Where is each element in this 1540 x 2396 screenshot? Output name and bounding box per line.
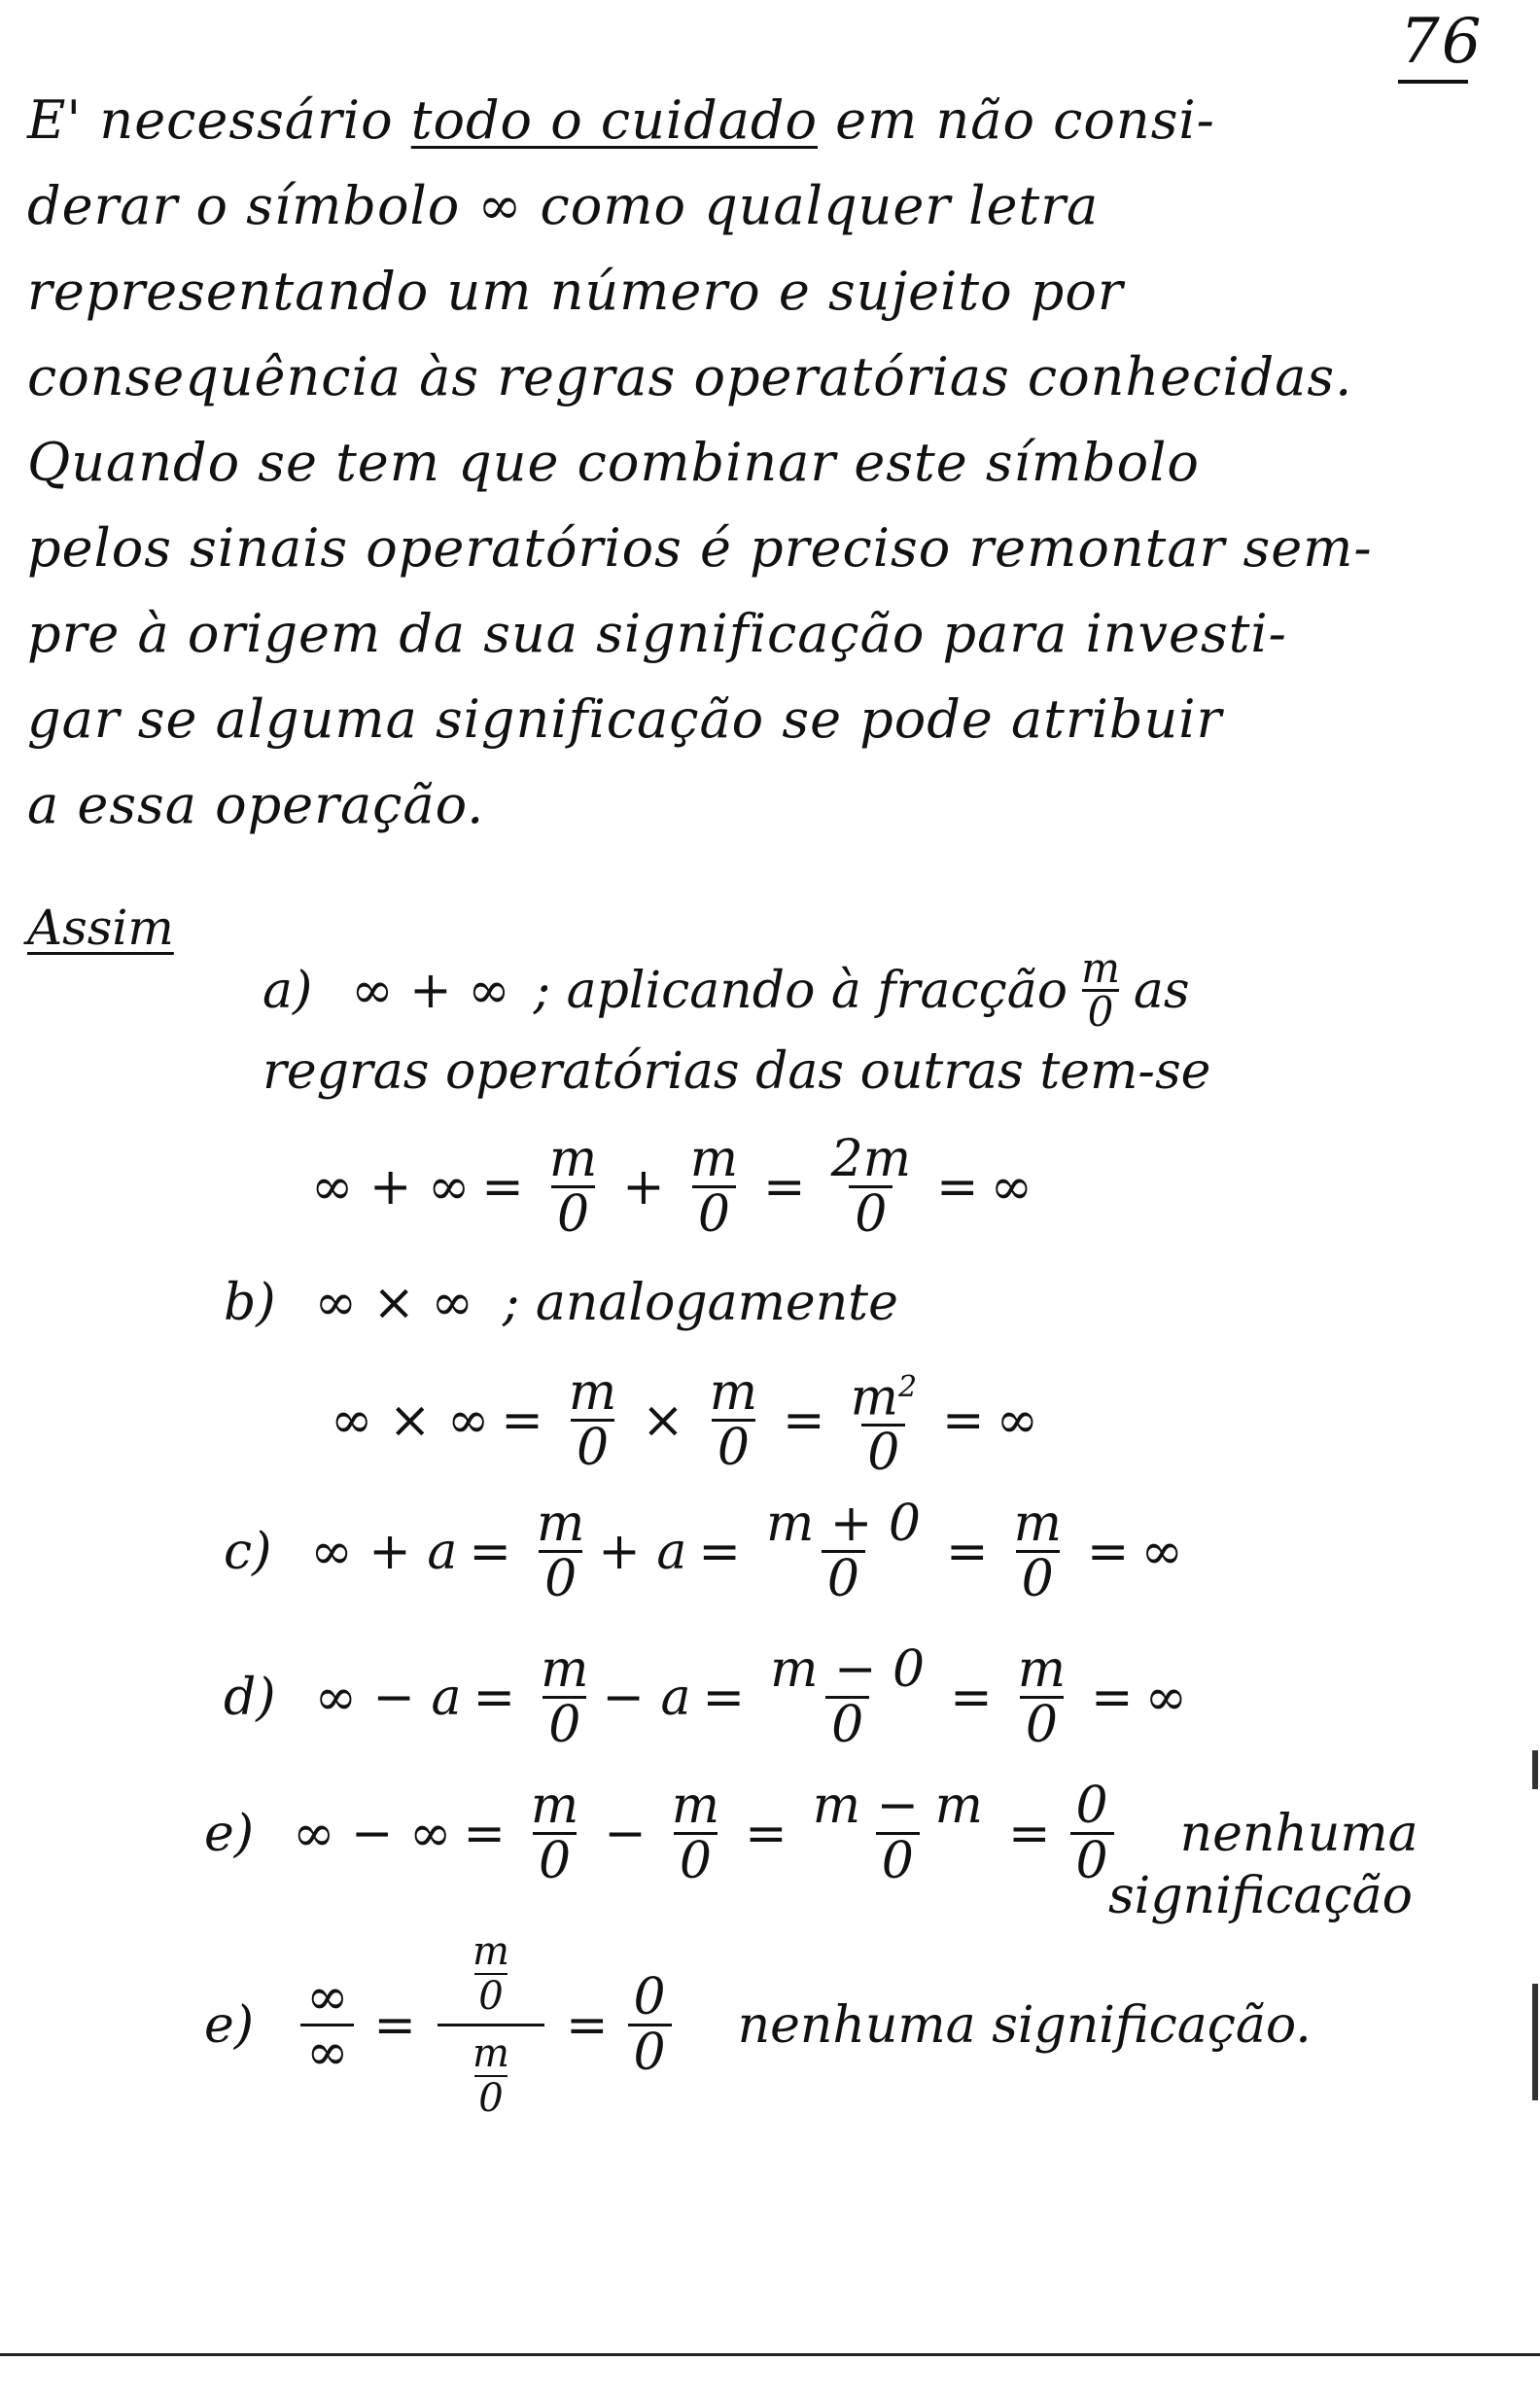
scan-edge-mark bbox=[1532, 1984, 1538, 2100]
item-a-label: a) bbox=[262, 961, 313, 1020]
item-a-heading bbox=[262, 944, 1190, 1036]
fraction: $\frac{m}{0}$ bbox=[548, 1130, 598, 1244]
intro-line: consequência às regras operatórias conhecidas. bbox=[27, 346, 1353, 407]
item-e1-note: nenhuma bbox=[1179, 1804, 1418, 1863]
intro-line: gar se alguma significação se pode atribuir bbox=[27, 688, 1223, 750]
fraction-m-over-0: $\frac{m}{0}$ bbox=[1081, 944, 1120, 1036]
fraction: $\frac{m}{0}$ bbox=[530, 1777, 579, 1890]
fraction: $\frac{m}{0}$ bbox=[536, 1495, 585, 1608]
item-e1-equation: e) ∞ − ∞ = $\frac{m}{0}$ − $\frac{m}{0}$ = $\frac{m - m}{0}$ = $\frac{0}{0}$ nenhuma bbox=[204, 1777, 1418, 1890]
underlined-phrase: todo o cuidado bbox=[410, 89, 819, 151]
item-b-equation: ∞ × ∞ = $\frac{m}{0}$ × $\frac{m}{0}$ = $\frac{m^2}{0}$ = ∞ bbox=[331, 1361, 1038, 1479]
compound-fraction: m 0 m 0 bbox=[438, 1930, 544, 2120]
fraction: $\frac{\infty}{\infty}$ bbox=[300, 1971, 354, 2079]
item-a-text-line2: regras operatórias das outras tem-se bbox=[262, 1042, 1211, 1101]
fraction: $\frac{m - 0}{0}$ bbox=[770, 1640, 926, 1754]
intro-paragraph bbox=[27, 78, 1505, 848]
item-d-equation: d) ∞ − a = $\frac{m}{0}$ − a = $\frac{m - 0}{0}$ = $\frac{m}{0}$ = ∞ bbox=[224, 1640, 1187, 1754]
fraction: $\frac{0}{0}$ bbox=[1070, 1779, 1114, 1887]
fraction: $\frac{m - m}{0}$ bbox=[812, 1777, 983, 1890]
item-a-text: ; aplicando à fracção bbox=[533, 961, 1068, 1020]
fraction: $\frac{2m}{0}$ bbox=[830, 1130, 912, 1244]
fraction: $\frac{m}{0}$ bbox=[568, 1363, 617, 1478]
fraction: $\frac{m}{0}$ bbox=[689, 1130, 739, 1244]
intro-line: representando um número e sujeito por bbox=[27, 261, 1124, 322]
item-a-text-end: as bbox=[1133, 961, 1190, 1020]
item-b-label: b) bbox=[224, 1274, 276, 1332]
fraction: $\frac{0}{0}$ bbox=[628, 1971, 672, 2079]
item-e1-label: e) bbox=[204, 1804, 255, 1863]
fraction: $\frac{m}{0}$ bbox=[709, 1363, 758, 1478]
item-c-equation: c) ∞ + a = $\frac{m}{0}$ + a = $\frac{m + 0}{0}$ = $\frac{m}{0}$ = ∞ bbox=[224, 1495, 1183, 1608]
page-bottom-edge bbox=[0, 2353, 1540, 2356]
intro-line: pelos sinais operatórios é preciso remontar sem- bbox=[27, 517, 1373, 579]
intro-line: a essa operação. bbox=[27, 774, 485, 835]
page-number: 76 bbox=[1400, 6, 1484, 78]
item-b-expression: ∞ × ∞ bbox=[314, 1274, 473, 1332]
fraction: $\frac{m^2}{0}$ bbox=[850, 1368, 918, 1483]
intro-line: pre à origem da sua significação para investi- bbox=[27, 603, 1287, 664]
intro-line: Quando se tem que combinar este símbolo bbox=[27, 432, 1200, 493]
item-a-equation: ∞ + ∞ = $\frac{m}{0}$ + $\frac{m}{0}$ = $\frac{2m}{0}$ = ∞ bbox=[311, 1130, 1032, 1244]
intro-line: derar o símbolo ∞ como qualquer letra bbox=[27, 175, 1100, 236]
fraction: $\frac{m + 0}{0}$ bbox=[765, 1495, 921, 1608]
scan-edge-mark bbox=[1532, 1750, 1538, 1789]
item-e1-note-line2: significação bbox=[1108, 1867, 1413, 1925]
fraction: $\frac{m}{0}$ bbox=[1017, 1640, 1067, 1754]
fraction: $\frac{m}{0}$ bbox=[541, 1640, 589, 1754]
item-c-label: c) bbox=[224, 1522, 272, 1581]
fraction: $\frac{m}{0}$ bbox=[671, 1777, 720, 1890]
item-e2-label: e) bbox=[204, 1995, 255, 2055]
item-b-text: ; analogamente bbox=[502, 1274, 898, 1332]
item-b-heading bbox=[224, 1274, 898, 1332]
item-a-expression: ∞ + ∞ bbox=[351, 961, 510, 1020]
fraction: $\frac{m}{0}$ bbox=[1013, 1495, 1062, 1608]
item-d-label: d) bbox=[224, 1668, 276, 1727]
assim-label: Assim bbox=[27, 899, 174, 956]
item-e2-equation: e) $\frac{\infty}{\infty}$ = m 0 m 0 = $\frac{0}{0}$ nenhuma significação. bbox=[204, 1929, 1312, 2121]
intro-line: E' necessário todo o cuidado em não consi- bbox=[27, 89, 1215, 151]
item-e2-note: nenhuma significação. bbox=[737, 1995, 1312, 2055]
